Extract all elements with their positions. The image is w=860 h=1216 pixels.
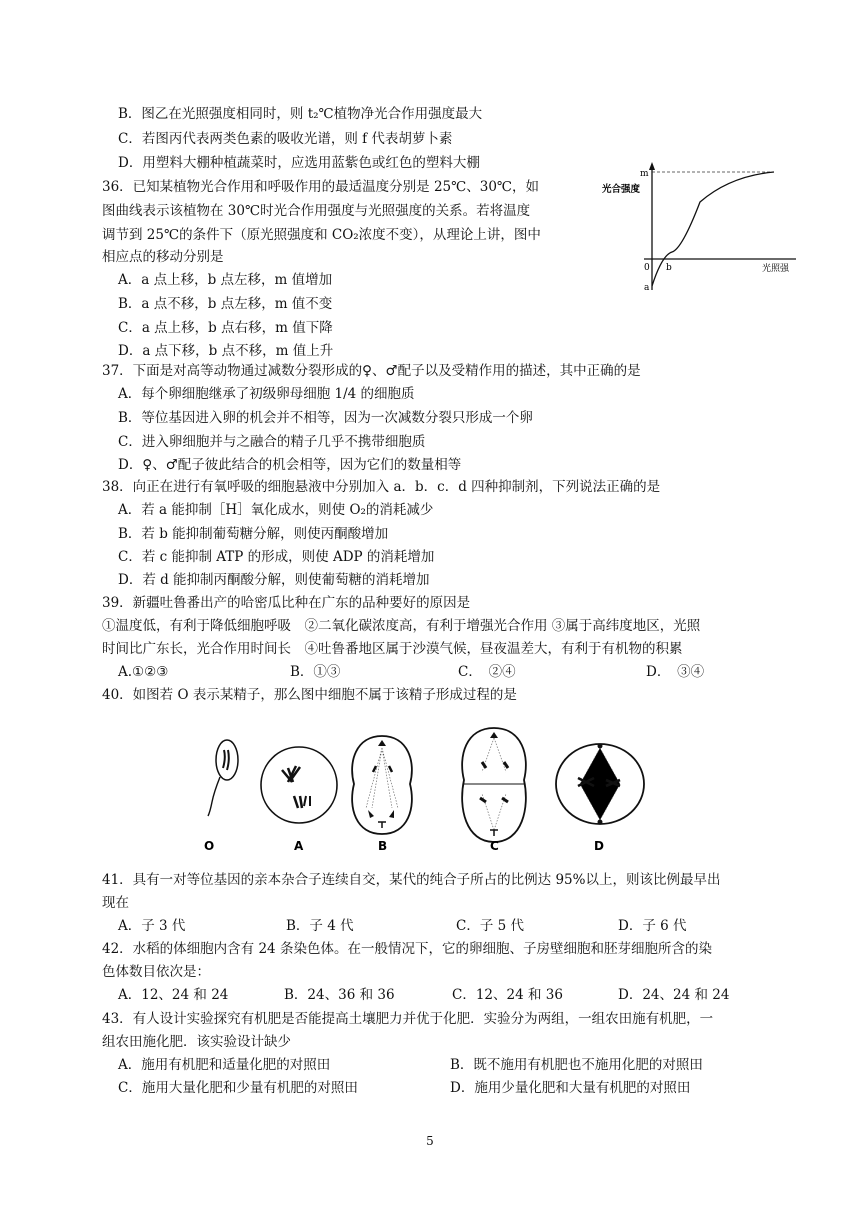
question-37-text: 37．下面是对高等动物通过减数分裂形成的♀、♂配子以及受精作用的描述，其中正确的是 — [102, 363, 641, 379]
option-37-b: B．等位基因进入卵的机会并不相等，因为一次减数分裂只形成一个卵 — [118, 410, 533, 426]
cell-a — [261, 747, 337, 823]
option-35-b: B．图乙在光照强度相同时，则 t₂℃植物净光合作用强度最大 — [118, 106, 483, 122]
question-43-options-row1 — [118, 1055, 703, 1075]
option-36-c: C．a 点上移，b 点右移，m 值下降 — [118, 320, 333, 336]
question-43-text: 43．有人设计实验探究有机肥是否能提高土壤肥力并优于化肥．实验分为两组，一组农田施有机肥，一 — [102, 1011, 714, 1027]
cell-c — [462, 728, 526, 842]
question-36-text: 调节到 25℃的条件下（原光照强度和 CO₂浓度不变），从理论上讲，图中 — [102, 227, 541, 243]
origin-label: 0 — [644, 263, 650, 273]
question-41-options — [118, 916, 687, 936]
question-42-options — [118, 985, 729, 1005]
y-axis-label: 光合强度 — [602, 184, 641, 195]
option-42-d: D．24、24 和 24 — [618, 987, 730, 1003]
label-d: D — [594, 839, 604, 853]
option-41-a: A．子 3 代 — [118, 918, 186, 934]
question-43-text: 组农田施化肥．该实验设计缺少 — [102, 1034, 291, 1050]
option-39-c: C． ②④ — [458, 664, 516, 680]
option-38-d: D．若 d 能抑制丙酮酸分解，则使葡萄糖的消耗增加 — [118, 572, 430, 588]
cell-d — [556, 744, 644, 825]
question-39-options — [118, 662, 704, 682]
question-40-text: 40．如图若 O 表示某精子，那么图中细胞不属于该精子形成过程的是 — [102, 687, 517, 703]
option-37-c: C．进入卵细胞并与之融合的精子几乎不携带细胞质 — [118, 434, 426, 450]
question-39-statements: 时间比广东长，光合作用时间长 ④吐鲁番地区属于沙漠气候，昼夜温差大，有利于有机物的积累 — [102, 641, 683, 657]
option-36-d: D．a 点下移，b 点不移，m 值上升 — [118, 343, 334, 359]
option-43-d: D．施用少量化肥和大量有机肥的对照田 — [450, 1080, 691, 1096]
option-35-c: C．若图丙代表两类色素的吸收光谱，则 f 代表胡萝卜素 — [118, 131, 453, 147]
option-39-d: D． ③④ — [646, 664, 705, 680]
option-39-b: B．①③ — [290, 664, 341, 680]
question-43-options-row2 — [118, 1078, 690, 1098]
label-c: C — [490, 839, 499, 853]
option-41-d: D．子 6 代 — [618, 918, 687, 934]
question-41-text: 41．具有一对等位基因的亲本杂合子连续自交，某代的纯合子所占的比例达 95%以上，则该比例最早出 — [102, 872, 721, 888]
option-39-a: A.①②③ — [118, 664, 169, 680]
page-number: 5 — [426, 1134, 434, 1148]
question-36-text: 相应点的移动分别是 — [102, 249, 224, 265]
y-axis-arrow — [649, 162, 655, 170]
option-42-a: A．12、24 和 24 — [118, 987, 229, 1003]
a-label: a — [644, 283, 650, 293]
option-38-a: A．若 a 能抑制［H］氧化成水，则使 O₂的消耗减少 — [118, 502, 434, 518]
question-41-text: 现在 — [102, 895, 129, 911]
option-35-d: D．用塑料大棚种植蔬菜时，应选用蓝紫色或红色的塑料大棚 — [118, 155, 480, 171]
cell-b — [352, 736, 412, 834]
question-36-text: 36．已知某植物光合作用和呼吸作用的最适温度分别是 25℃、30℃，如 — [102, 179, 540, 195]
sperm-cell-o — [208, 740, 238, 816]
label-o: O — [204, 839, 215, 853]
option-38-c: C．若 c 能抑制 ATP 的形成，则使 ADP 的消耗增加 — [118, 549, 435, 565]
question-39-text: 39．新疆吐鲁番出产的哈密瓜比种在广东的品种要好的原因是 — [102, 595, 471, 611]
question-36-text: 图曲线表示该植物在 30℃时光合作用强度与光照强度的关系。若将温度 — [102, 203, 531, 219]
option-36-a: A．a 点上移，b 点左移，m 值增加 — [118, 272, 333, 288]
label-b: B — [378, 839, 388, 853]
option-37-d: D．♀、♂配子彼此结合的机会相等，因为它们的数量相等 — [118, 457, 462, 473]
option-36-b: B．a 点不移，b 点左移，m 值不变 — [118, 296, 333, 312]
option-42-b: B．24、36 和 36 — [284, 987, 395, 1003]
m-label: m — [640, 169, 649, 179]
question-39-statements: ①温度低，有利于降低细胞呼吸 ②二氧化碳浓度高，有利于增强光合作用 ③属于高纬度地区，光照 — [102, 618, 701, 634]
option-38-b: B．若 b 能抑制葡萄糖分解，则使丙酮酸增加 — [118, 526, 389, 542]
question-38-text: 38．向正在进行有氧呼吸的细胞悬液中分别加入 a．b．c．d 四种抑制剂，下列说法正确的是 — [102, 479, 661, 495]
option-43-b: B．既不施用有机肥也不施用化肥的对照田 — [450, 1057, 703, 1073]
b-label: b — [666, 263, 672, 273]
option-43-c: C．施用大量化肥和少量有机肥的对照田 — [118, 1080, 358, 1096]
option-43-a: A．施用有机肥和适量化肥的对照田 — [118, 1057, 331, 1073]
option-42-c: C．12、24 和 36 — [452, 987, 563, 1003]
photosynthesis-light-graph — [600, 160, 800, 300]
question-42-text: 42．水稻的体细胞内含有 24 条染色体。在一般情况下，它的卵细胞、子房壁细胞和胚芽细胞所含的染 — [102, 941, 712, 957]
option-41-b: B．子 4 代 — [286, 918, 354, 934]
x-axis-label: 光照强 — [762, 264, 790, 274]
option-41-c: C．子 5 代 — [456, 918, 525, 934]
cell-division-figure — [196, 722, 656, 854]
option-37-a: A．每个卵细胞继承了初级卵母细胞 1/4 的细胞质 — [118, 386, 415, 402]
label-a: A — [294, 839, 304, 853]
question-42-text: 色体数目依次是： — [102, 964, 210, 980]
